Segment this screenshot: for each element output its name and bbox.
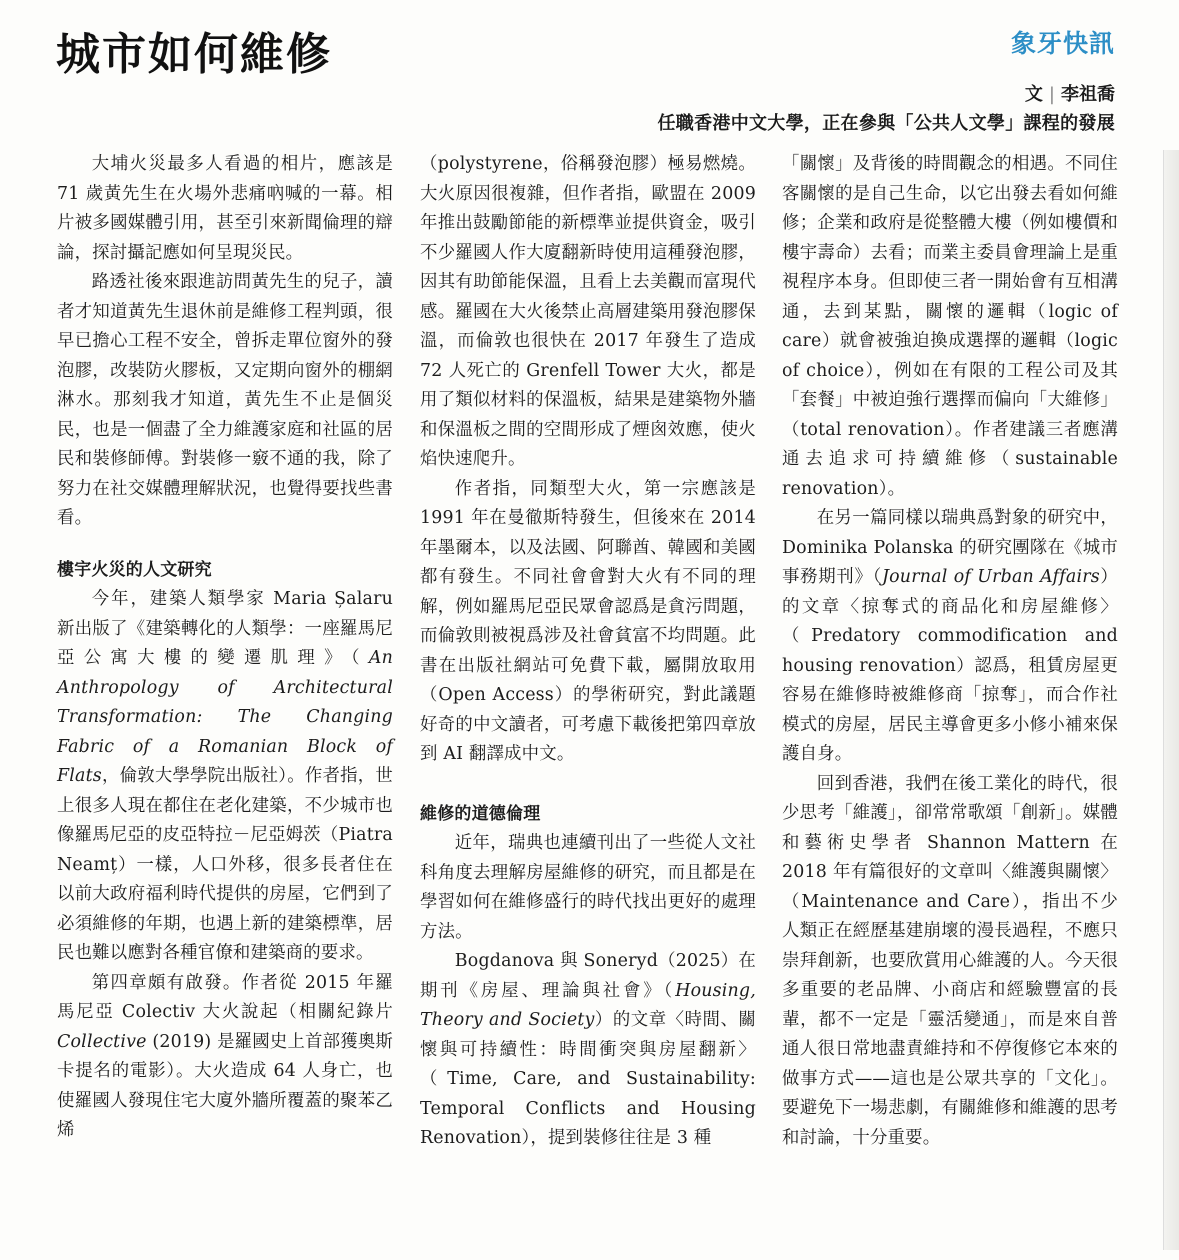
- paragraph: 大埔火災最多人看過的相片，應該是 71 歲黃先生在火場外悲痛吶喊的一幕。相片被多國媒體引用，甚至引來新聞倫理的辯論，探討攝記應如何呈現災民。: [57, 154, 393, 263]
- film-title: Collective: [57, 1031, 147, 1052]
- section-heading: 樓宇火災的人文研究: [57, 559, 212, 580]
- paragraph: 回到香港，我們在後工業化的時代，很少思考「維護」，卻常常歌頌「創新」。媒體和藝術史學者 Shannon Mattern 在 2018 年有篇很好的文章叫〈維護與關懷〉（Maintenance and Care），指出不少人類正在經歷基建崩壞的漫長過程，不應只崇拜創新，也要欣賞用心維護的人。今天很多重要的老品牌、小商店和經驗豐富的長輩，都不一定是「靈活變通」，而是來自普通人很日常地盡責維持和不停復修它本來的做事方式——這也是公眾共享的「文化」。要避免下一場悲劇，有關維修和維護的思考和討論，十分重要。: [782, 773, 1118, 1148]
- paragraph: 在另一篇同樣以瑞典爲對象的研究中，Dominika Polanska 的研究團隊在《城市事務期刊》（Journal of Urban Affairs）的文章〈掠奪式的商品化和房屋維修〉（Predatory commodification and housing renovation）認爲，租賃房屋更容易在維修時被維修商「掠奪」，而合作社模式的房屋，居民主導會更多小修小補來保護自身。: [782, 508, 1118, 764]
- paragraph: 「關懷」及背後的時間觀念的相遇。不同住客關懷的是自己生命，以它出發去看如何維修；企業和政府是從整體大樓（例如樓價和樓宇壽命）去看；而業主委員會理論上是重視程序本身。但即使三者一開始會有互相溝通，去到某點，關懷的邏輯（logic of care）就會被強迫換成選擇的邏輯（logic of choice），例如在有限的工程公司及其「套餐」中被迫強行選擇而偏向「大維修」（total renovation）。作者建議三者應溝通去追求可持續維修（sustainable renovation）。: [782, 154, 1118, 499]
- journal-title: Journal of Urban Affairs: [881, 567, 1100, 587]
- article-title: 城市如何維修: [56, 29, 332, 80]
- book-title: An Anthropology of Architectural Transformation: The Changing Fabric of a Romanian Block of Flats: [57, 648, 393, 786]
- author-name: 李祖喬: [1061, 84, 1115, 105]
- page-edge: [1163, 150, 1179, 1250]
- paragraph: 今年，建築人類學家 Maria Șalaru 新出版了《建築轉化的人類學：一座羅馬尼亞公寓大樓的變遷肌理》（An Anthropology of Architectural Transformation: The Changing Fabric of a Romanian Block of Flats，倫敦大學學院出版社）。作者指，世上很多人現在都住在老化建築，不少城市也像羅馬尼亞的皮亞特拉－尼亞姆茨（Piatra Neamț）一樣，人口外移，很多長者住在以前大政府福利時代提供的房屋，它們到了必須維修的年期，也遇上新的建築標準，居民也難以應對各種官僚和建築商的要求。: [57, 589, 393, 963]
- text-column-1: [57, 150, 393, 1146]
- paragraph: （polystyrene，俗稱發泡膠）極易燃燒。大火原因很複雜，但作者指，歐盟在 2009 年推出鼓勵節能的新標準並提供資金，吸引不少羅國人作大廈翻新時使用這種發泡膠，因其有助節能保溫，且看上去美觀而富現代感。羅國在大火後禁止高層建築用發泡膠保溫，而倫敦也很快在 2017 年發生了造成 72 人死亡的 Grenfell Tower 大火，都是用了類似材料的保溫板，結果是建築物外牆和保溫板之間的空間形成了煙囪效應，使火焰快速爬升。: [420, 154, 756, 469]
- byline-separator: |: [1048, 84, 1055, 105]
- byline-prefix: 文: [1024, 84, 1043, 105]
- journal-title: Housing, Theory and Society: [420, 980, 756, 1030]
- paragraph: 作者指，同類型大火，第一宗應該是 1991 年在曼徹斯特發生，但後來在 2014 年墨爾本，以及法國、阿聯酋、韓國和美國都有發生。不同社會會對大火有不同的理解，例如羅馬尼亞民眾會認爲是貪污問題，而倫敦則被視爲涉及社會貧富不均問題。此書在出版社網站可免費下載，屬開放取用（Open Access）的學術研究，對此議題好奇的中文讀者，可考慮下載後把第四章放到 AI 翻譯成中文。: [420, 478, 756, 764]
- paragraph: Bogdanova 與 Soneryd（2025）在期刊《房屋、理論與社會》（Housing, Theory and Society）的文章〈時間、關懷與可持續性：時間衝突與房屋翻新〉（Time, Care, and Sustainability: Temporal Conflicts and Housing Renovation），提到裝修往往是 3 種: [420, 951, 756, 1148]
- byline: [1025, 80, 1115, 106]
- section-heading: 維修的道德倫理: [420, 803, 541, 824]
- text-column-3: [782, 150, 1118, 1153]
- paragraph: 第四章頗有啟發。作者從 2015 年羅馬尼亞 Colectiv 大火說起（相關紀錄片 Collective (2019) 是羅國史上首部獲奧斯卡提名的電影）。大火造成 64 人身亡，也使羅國人發現住宅大廈外牆所覆蓋的聚苯乙烯: [57, 972, 393, 1140]
- author-affiliation: 任職香港中文大學，正在參與「公共人文學」課程的發展: [657, 113, 1115, 134]
- column-name: 象牙快訊: [1010, 29, 1115, 58]
- text-column-2: [420, 150, 756, 1154]
- paragraph: 近年，瑞典也連續刊出了一些從人文社科角度去理解房屋維修的研究，而且都是在學習如何在維修盛行的時代找出更好的處理方法。: [420, 833, 756, 942]
- paragraph: 路透社後來跟進訪問黃先生的兒子，讀者才知道黃先生退休前是維修工程判頭，很早已擔心工程不安全，曾拆走單位窗外的發泡膠，改裝防火膠板，又定期向窗外的棚網淋水。那刻我才知道，黃先生不止是個災民，也是一個盡了全力維護家庭和社區的居民和裝修師傅。對裝修一竅不通的我，除了努力在社交媒體理解狀況，也覺得要找些書看。: [57, 272, 393, 528]
